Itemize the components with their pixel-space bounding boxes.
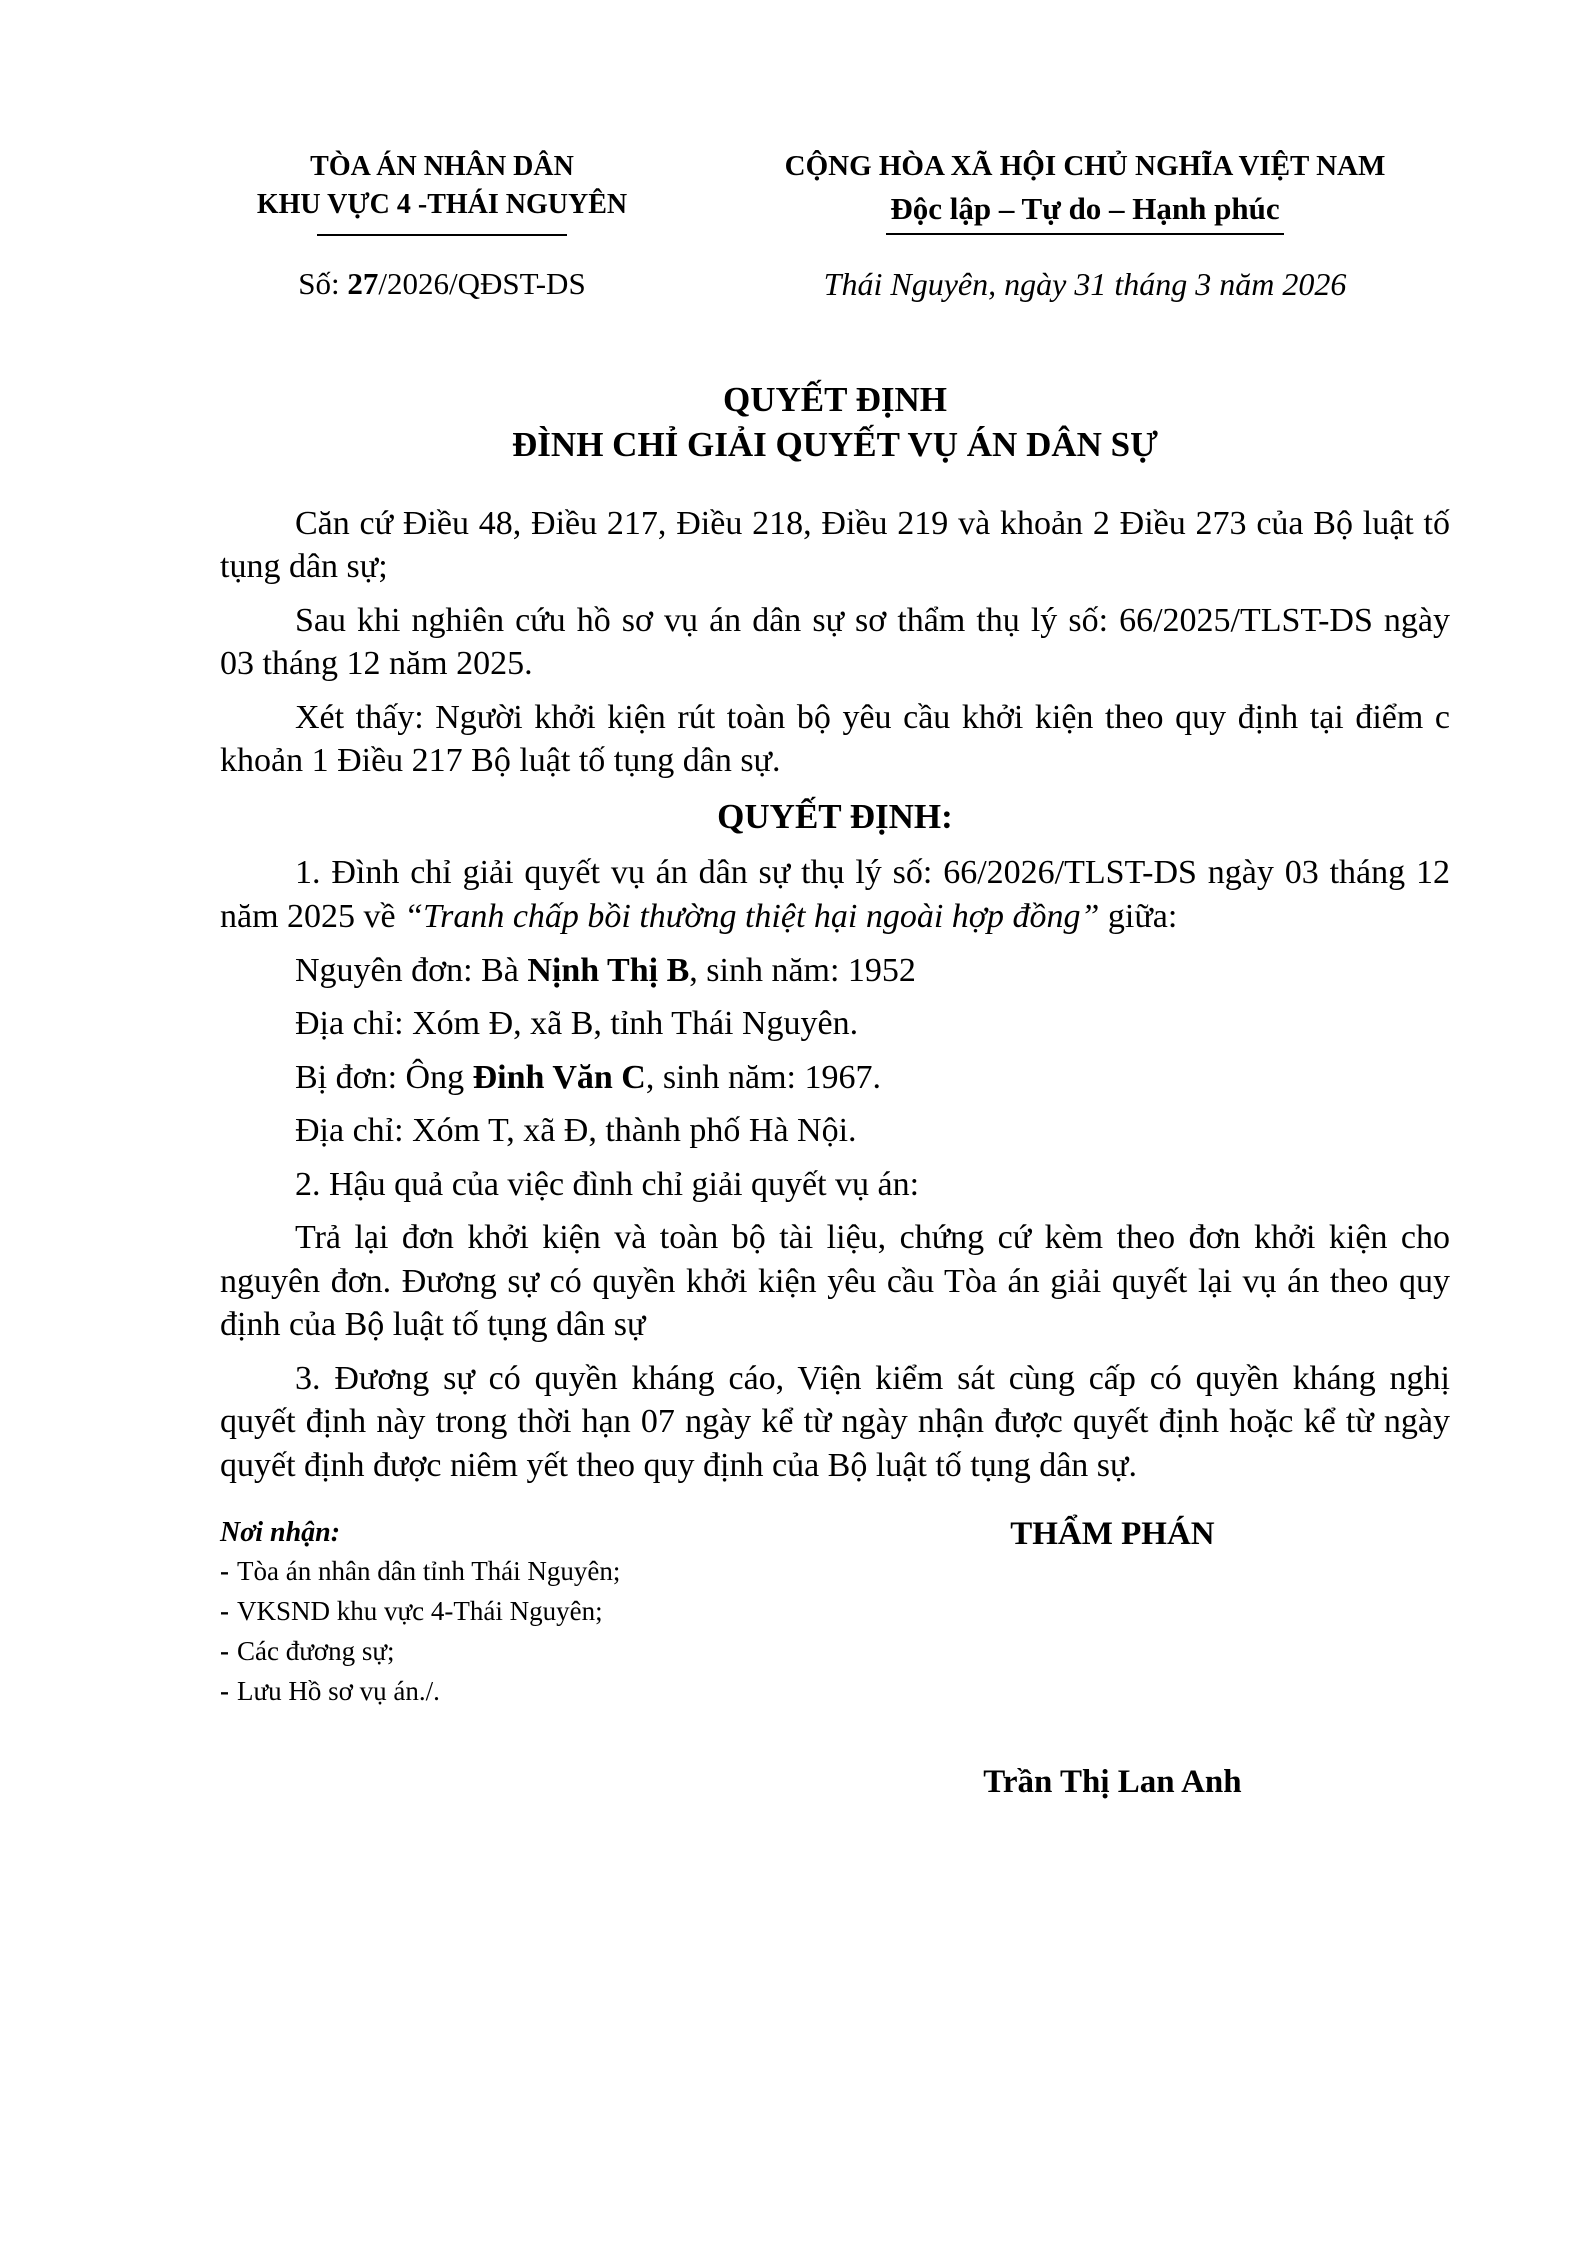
case-description: “Tranh chấp bồi thường thiệt hại ngoài hợp đồng” bbox=[404, 898, 1100, 935]
court-name-line2: KHU VỰC 4 -THÁI NGUYÊN bbox=[256, 188, 628, 220]
plaintiff-address: Địa chỉ: Xóm Đ, xã B, tỉnh Thái Nguyên. bbox=[295, 1005, 859, 1043]
defendant-line bbox=[220, 1056, 1450, 1100]
paragraph-decision-1 bbox=[220, 851, 1450, 938]
decision-1-text: 1. Đình chỉ giải quyết vụ án dân sự thụ lý số: 66/2026/TLST-DS ngày 03 tháng 12 năm 2025 về bbox=[220, 854, 1450, 935]
recipient-item bbox=[220, 1552, 775, 1592]
court-name-line1: TÒA ÁN NHÂN DÂN bbox=[310, 151, 574, 182]
place-dateline: Thái Nguyên, ngày 31 tháng 3 năm 2026 bbox=[823, 265, 1347, 302]
recipient-text: Tòa án nhân dân tỉnh Thái Nguyên; bbox=[237, 1556, 621, 1587]
issuing-court-block bbox=[220, 148, 664, 236]
recipients-block bbox=[220, 1513, 775, 1801]
document-content bbox=[220, 148, 1450, 1801]
plaintiff-line bbox=[220, 949, 1450, 993]
defendant-birth-year: , sinh năm: 1967. bbox=[645, 1058, 882, 1096]
document-number-suffix: /2026/QĐST-DS bbox=[378, 265, 586, 301]
paragraph-decision-3: 3. Đương sự có quyền kháng cáo, Viện kiểm sát cùng cấp có quyền kháng nghị quyết định này trong thời hạn 07 ngày kể từ ngày nhận được quyết định hoặc kể từ ngày quyết định được niêm yết theo quy định của Bộ luật tố tụng dân sự. bbox=[220, 1359, 1450, 1484]
national-motto-block bbox=[720, 148, 1450, 236]
judge-name: Trần Thị Lan Anh bbox=[983, 1764, 1242, 1801]
title-line2: ĐÌNH CHỈ GIẢI QUYẾT VỤ ÁN DÂN SỰ bbox=[512, 425, 1158, 465]
recipient-item bbox=[220, 1672, 775, 1712]
national-title: CỘNG HÒA XÃ HỘI CHỦ NGHĨA VIỆT NAM bbox=[784, 150, 1386, 182]
signature-block bbox=[775, 1513, 1450, 1801]
recipients-label: Nơi nhận: bbox=[220, 1517, 341, 1549]
document-number-value: 27 bbox=[347, 265, 379, 301]
recipient-text: Các đương sự; bbox=[237, 1636, 395, 1667]
recipient-item bbox=[220, 1592, 775, 1632]
document-number bbox=[220, 266, 664, 303]
document-footer bbox=[220, 1513, 1450, 1801]
court-underline bbox=[317, 234, 567, 236]
dash-bullet: - bbox=[220, 1556, 229, 1587]
decision-1-suffix: giữa: bbox=[1099, 898, 1178, 935]
paragraph-case-review: Sau khi nghiên cứu hồ sơ vụ án dân sự sơ thẩm thụ lý số: 66/2025/TLST-DS ngày 03 tháng 12 năm 2025. bbox=[220, 601, 1450, 683]
recipient-item bbox=[220, 1632, 775, 1672]
defendant-address: Địa chỉ: Xóm T, xã Đ, thành phố Hà Nội. bbox=[295, 1112, 857, 1150]
plaintiff-birth-year: , sinh năm: 1952 bbox=[689, 951, 916, 989]
recipient-text: Lưu Hồ sơ vụ án./. bbox=[237, 1676, 440, 1707]
document-header bbox=[220, 148, 1450, 236]
paragraph-legal-basis: Căn cứ Điều 48, Điều 217, Điều 218, Điều 219 và khoản 2 Điều 273 của Bộ luật tố tụng dân sự; bbox=[220, 504, 1450, 586]
national-motto: Độc lập – Tự do – Hạnh phúc bbox=[886, 190, 1283, 236]
plaintiff-name: Nịnh Thị B bbox=[527, 951, 690, 989]
dash-bullet: - bbox=[220, 1636, 229, 1667]
header-meta-row bbox=[220, 266, 1450, 303]
document-title bbox=[220, 377, 1450, 468]
document-number-label: Số: bbox=[298, 265, 348, 301]
plaintiff-label: Nguyên đơn: Bà bbox=[295, 951, 528, 989]
dash-bullet: - bbox=[220, 1676, 229, 1707]
recipient-text: VKSND khu vực 4-Thái Nguyên; bbox=[237, 1596, 603, 1627]
title-line1: QUYẾT ĐỊNH bbox=[723, 379, 947, 419]
defendant-label: Bị đơn: Ông bbox=[295, 1058, 473, 1096]
paragraph-decision-2: 2. Hậu quả của việc đình chỉ giải quyết vụ án: bbox=[295, 1165, 920, 1203]
document-body bbox=[220, 502, 1450, 1488]
paragraph-finding: Xét thấy: Người khởi kiện rút toàn bộ yêu cầu khởi kiện theo quy định tại điểm c khoản 1 Điều 217 Bộ luật tố tụng dân sự. bbox=[220, 698, 1450, 780]
judge-title: THẨM PHÁN bbox=[1010, 1516, 1215, 1553]
defendant-name: Đinh Văn C bbox=[472, 1058, 646, 1096]
dash-bullet: - bbox=[220, 1596, 229, 1627]
paragraph-decision-2-detail: Trả lại đơn khởi kiện và toàn bộ tài liệu, chứng cứ kèm theo đơn khởi kiện cho nguyên đơn. Đương sự có quyền khởi kiện yêu cầu Tòa án giải quyết lại vụ án theo quy định của Bộ luật tố tụng dân sự bbox=[220, 1219, 1450, 1344]
decision-heading: QUYẾT ĐỊNH: bbox=[717, 796, 953, 836]
